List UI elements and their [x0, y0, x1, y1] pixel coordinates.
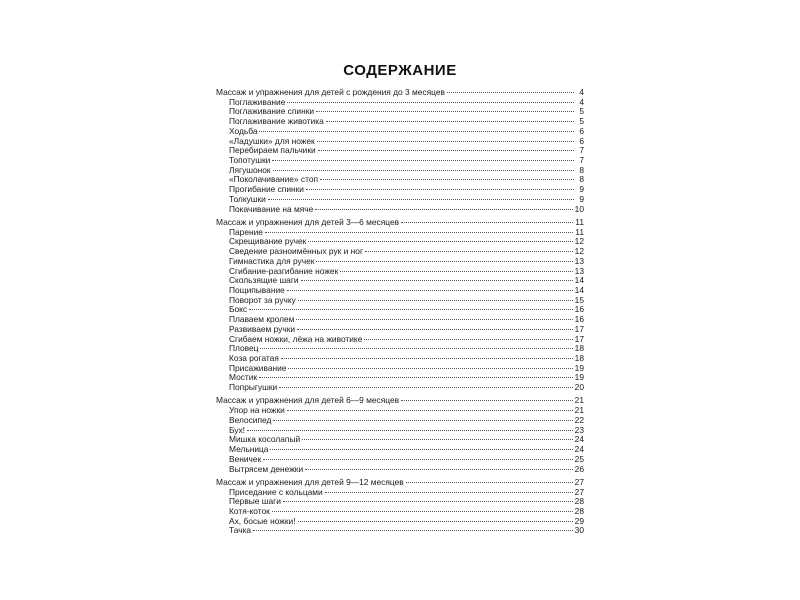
dot-leader — [305, 469, 573, 470]
toc-page-number: 4 — [579, 87, 584, 97]
toc-section — [216, 478, 584, 536]
toc-entry[interactable] — [216, 364, 584, 374]
toc-page-number: 10 — [574, 203, 584, 214]
toc-page-number: 27 — [574, 486, 584, 497]
dot-leader — [272, 511, 573, 512]
dot-leader — [270, 449, 572, 450]
toc-entry-label: Лягушонок — [229, 164, 271, 175]
toc-page-number: 21 — [574, 405, 584, 416]
toc-entry-label: Развиваем ручки — [229, 323, 296, 334]
toc-page-number: 24 — [574, 434, 584, 445]
toc-page-number: 15 — [574, 294, 584, 305]
table-of-contents — [216, 88, 584, 540]
dot-leader — [318, 150, 574, 151]
toc-entry-label: Скрещивание ручек — [229, 236, 307, 247]
dot-leader — [320, 179, 574, 180]
toc-page-number: 8 — [579, 164, 584, 175]
toc-page-number: 18 — [574, 353, 584, 363]
toc-entry-label: Первые шаги — [229, 496, 281, 507]
toc-entry[interactable] — [216, 497, 584, 507]
toc-entry[interactable] — [216, 296, 584, 306]
toc-entry[interactable] — [216, 335, 584, 345]
dot-leader — [316, 261, 572, 262]
dot-leader — [326, 121, 574, 122]
toc-entry-label: Плаваем кролем — [229, 314, 295, 325]
dot-leader — [340, 271, 572, 272]
toc-entry-label: Ходьба — [229, 125, 258, 136]
toc-page-number: 14 — [574, 284, 584, 295]
toc-page-number: 14 — [574, 275, 584, 286]
dot-leader — [306, 189, 574, 190]
toc-page-number: 6 — [579, 135, 584, 146]
dot-leader — [259, 377, 573, 378]
toc-page-number: 11 — [575, 216, 584, 227]
toc-entry[interactable] — [216, 383, 584, 393]
toc-page-number: 30 — [574, 525, 584, 536]
toc-page-number: 9 — [579, 184, 584, 195]
toc-entry-label: Коза рогатая — [229, 353, 279, 363]
toc-entry-label: Мишка косолапый — [229, 434, 301, 445]
toc-page-number: 26 — [574, 463, 584, 474]
dot-leader — [308, 241, 572, 242]
dot-leader — [268, 199, 574, 200]
dot-leader — [260, 348, 572, 349]
dot-leader — [301, 280, 573, 281]
dot-leader — [298, 300, 573, 301]
toc-page-number: 27 — [574, 476, 584, 487]
dot-leader — [316, 111, 574, 112]
toc-page-number: 23 — [574, 424, 584, 435]
toc-entry-label: Массаж и упражнения для детей 9—12 месяцев — [216, 476, 404, 487]
toc-entry-label: Массаж и упражнения для детей 6—9 месяцев — [216, 395, 400, 406]
dot-leader — [447, 92, 574, 93]
toc-entry-label: Присаживание — [229, 362, 287, 373]
toc-entry[interactable] — [216, 465, 584, 475]
toc-page-number: 17 — [574, 323, 584, 334]
dot-leader — [315, 209, 572, 210]
toc-entry-label: Парение — [229, 226, 263, 237]
dot-leader — [253, 530, 573, 531]
toc-entry-label: Поглаживание спинки — [229, 106, 315, 117]
toc-page-number: 19 — [574, 372, 584, 383]
dot-leader — [265, 232, 573, 233]
dot-leader — [298, 521, 573, 522]
page-title: СОДЕРЖАНИЕ — [343, 62, 457, 79]
toc-entry-label: Гимнастика для ручек — [229, 255, 315, 266]
toc-entry[interactable] — [216, 526, 584, 536]
toc-section — [216, 88, 584, 214]
dot-leader — [297, 329, 573, 330]
toc-entry-label: Сгибаем ножки, лёжа на животике — [229, 333, 363, 344]
toc-page-number: 12 — [574, 246, 584, 257]
dot-leader — [273, 420, 572, 421]
toc-page-number: 7 — [579, 145, 584, 156]
toc-entry[interactable] — [216, 406, 584, 416]
toc-entry-label: Попрыгушки — [229, 382, 278, 393]
dot-leader — [273, 170, 574, 171]
toc-page-number: 9 — [579, 193, 584, 204]
toc-page-number: 11 — [575, 226, 584, 237]
toc-entry[interactable] — [216, 117, 584, 127]
toc-entry-label: Пловец — [229, 343, 259, 354]
toc-entry[interactable] — [216, 146, 584, 156]
toc-page-number: 7 — [579, 155, 584, 166]
toc-entry[interactable] — [216, 445, 584, 455]
dot-leader — [249, 309, 573, 310]
toc-page-number: 4 — [579, 96, 584, 107]
dot-leader — [287, 410, 573, 411]
toc-page-number: 5 — [579, 106, 584, 117]
toc-entry-label: Массаж и упражнения для детей с рождения до 3 месяцев — [216, 87, 445, 97]
dot-leader — [365, 251, 573, 252]
toc-entry-label: Скользящие шаги — [229, 275, 299, 286]
dot-leader — [296, 319, 572, 320]
toc-entry-label: Приседание с кольцами — [229, 486, 323, 497]
dot-leader — [406, 482, 573, 483]
dot-leader — [325, 492, 573, 493]
toc-entry-label: Бух! — [229, 424, 246, 435]
toc-entry-label: Толкушки — [229, 193, 266, 204]
dot-leader — [263, 459, 572, 460]
toc-entry-label: Котя-коток — [229, 505, 270, 516]
toc-entry-label: Пощипывание — [229, 284, 285, 295]
toc-page-number: 22 — [574, 414, 584, 425]
toc-entry-label: Поворот за ручку — [229, 294, 296, 305]
toc-entry-label: «Поколачивание» стоп — [229, 174, 319, 185]
dot-leader — [317, 141, 574, 142]
toc-page-number: 13 — [574, 255, 584, 266]
toc-page-number: 20 — [574, 382, 584, 393]
toc-page-number: 21 — [574, 395, 584, 406]
toc-entry-label: Ах, босые ножки! — [229, 515, 296, 526]
dot-leader — [302, 439, 573, 440]
toc-entry-label: Покачивание на мяче — [229, 203, 314, 214]
dot-leader — [281, 358, 573, 359]
toc-entry-label: Сгибание-разгибание ножек — [229, 265, 339, 276]
toc-entry-label: Бокс — [229, 304, 248, 315]
toc-page-number: 28 — [574, 505, 584, 516]
toc-page-number: 29 — [574, 515, 584, 526]
toc-page-number: 16 — [574, 314, 584, 325]
toc-page-number: 24 — [574, 444, 584, 455]
dot-leader — [247, 430, 573, 431]
toc-section-heading[interactable] — [216, 218, 584, 228]
dot-leader — [279, 387, 572, 388]
toc-page-number: 19 — [574, 362, 584, 373]
dot-leader — [401, 222, 573, 223]
toc-page-number: 6 — [579, 125, 584, 136]
toc-entry-label: Мельница — [229, 444, 269, 455]
toc-entry-label: Мостик — [229, 372, 258, 383]
toc-entry[interactable] — [216, 205, 584, 215]
toc-entry-label: Массаж и упражнения для детей 3—6 месяцев — [216, 216, 400, 227]
toc-entry-label: Вытрясем денежки — [229, 463, 304, 474]
toc-entry-label: Поглаживание животика — [229, 116, 324, 127]
toc-entry[interactable] — [216, 156, 584, 166]
toc-entry-label: «Ладушки» для ножек — [229, 135, 315, 146]
toc-section — [216, 396, 584, 474]
toc-page-number: 25 — [574, 453, 584, 464]
dot-leader — [283, 501, 573, 502]
toc-page-number: 8 — [579, 174, 584, 185]
dot-leader — [259, 131, 574, 132]
dot-leader — [288, 368, 572, 369]
toc-page-number: 13 — [574, 265, 584, 276]
toc-entry-label: Велосипед — [229, 414, 272, 425]
toc-entry[interactable] — [216, 517, 584, 527]
toc-entry[interactable] — [216, 185, 584, 195]
toc-entry-label: Топотушки — [229, 155, 271, 166]
toc-page-number: 12 — [574, 236, 584, 247]
toc-entry-label: Тачка — [229, 525, 252, 536]
toc-page-number: 28 — [574, 496, 584, 507]
toc-entry-label: Упор на ножки — [229, 405, 285, 416]
dot-leader — [272, 160, 574, 161]
toc-page-number: 17 — [574, 333, 584, 344]
toc-section — [216, 218, 584, 393]
dot-leader — [287, 290, 573, 291]
toc-entry[interactable] — [216, 435, 584, 445]
toc-entry-label: Перебираем пальчики — [229, 145, 316, 156]
dot-leader — [364, 339, 572, 340]
toc-page-number: 18 — [574, 343, 584, 354]
toc-entry-label: Сведение разноимённых рук и ног — [229, 246, 364, 257]
toc-entry-label: Прогибание спинки — [229, 184, 304, 195]
toc-page-number: 5 — [579, 116, 584, 127]
dot-leader — [401, 400, 573, 401]
toc-entry-label: Веничек — [229, 453, 262, 464]
dot-leader — [287, 102, 574, 103]
toc-entry-label: Поглаживание — [229, 96, 286, 107]
toc-page-number: 16 — [574, 304, 584, 315]
toc-entry[interactable] — [216, 416, 584, 426]
